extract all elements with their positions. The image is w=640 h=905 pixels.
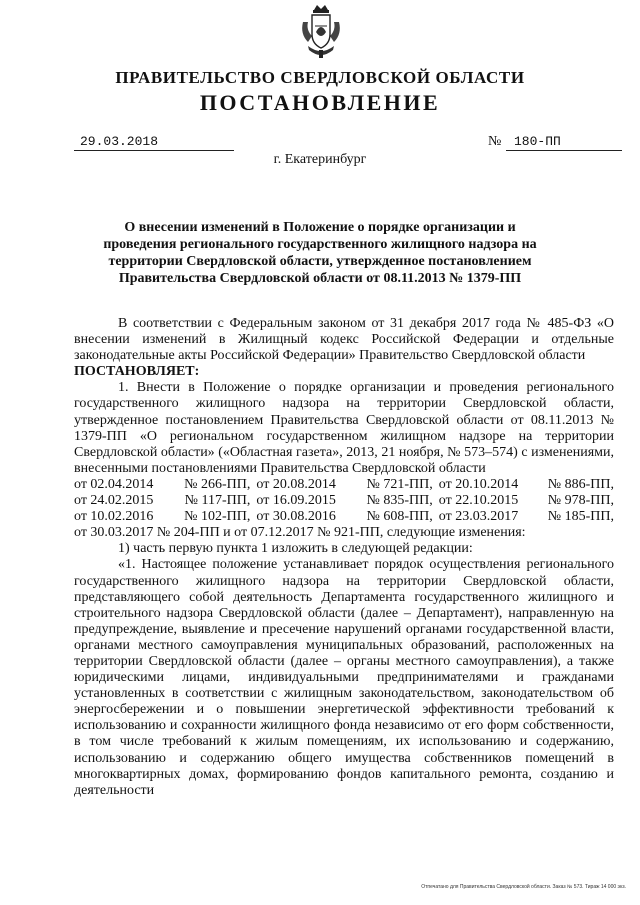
amendments-table [74, 477, 614, 525]
amendment-row [74, 493, 614, 509]
amendment-cell: № 721-ПП, [366, 476, 433, 492]
amendment-cell: от 24.02.2015 [74, 493, 154, 509]
amendment-cell: № 608-ПП, [366, 509, 433, 525]
amendment-cell: от 16.09.2015 [256, 493, 336, 509]
number-label: № [488, 134, 502, 149]
amendment-cell: № 835-ПП, [366, 493, 433, 509]
amendment-cell: № 978-ПП, [547, 493, 614, 509]
amendment-cell: № 185-ПП, [547, 509, 614, 525]
item-1-end: от 30.03.2017 № 204-ПП и от 07.12.2017 № 921-ПП, следующие изменения: [74, 525, 526, 541]
amendment-cell: № 117-ПП, [184, 493, 251, 509]
quote-paragraph: «1. Настоящее положение устанавливает порядок осуществления регионального государственного жилищного надзора на территории Свердловской области, представляющего собой деятельность Департамента государственного жилищного и строительного надзора Свердловской области (далее – Департамент), направленную на предупреждение, выявление и пресечение нарушений органами государственной власти, органами местного самоуправления муниципальных образований, расположенных на территории Свердловской области (далее – органы местного самоуправления), а также юридическими лицами, индивидуальными предпринимателями и гражданами установленных в соответствии с жилищным законодательством, законодательством об энергосбережении и о повышении энергетической эффективности требований к использованию и сохранности жилищного фонда независимо от его форм собственности, в том числе требований к жилым помещениям, их использованию и содержанию, использованию и содержанию общего имущества собственников помещений в многоквартирных домах, формированию фондов капитального ремонта, созданию и деятельности [74, 557, 614, 798]
amendment-cell: от 20.08.2014 [256, 476, 336, 492]
amendment-cell: от 30.08.2016 [256, 509, 336, 525]
amendment-cell: от 22.10.2015 [438, 493, 519, 509]
subitem-1: 1) часть первую пункта 1 изложить в следующей редакции: [118, 541, 473, 557]
decides-heading: ПОСТАНОВЛЯЕТ: [74, 364, 200, 380]
document-date: 29.03.2018 [74, 134, 234, 151]
item-1-paragraph: 1. Внести в Положение о порядке организации и проведения регионального государственного жилищного надзора на территории Свердловской области, утвержденное постановлением Правительства Свердловской области от 08.11.2013 № 1379-ПП «О региональном государственном жилищном надзоре на территории Свердловской области» («Областная газета», 2013, 21 ноября, № 573–574) с изменениями, внесенными постановлениями Правительства Свердловской области [74, 380, 614, 476]
document-subject: О внесении изменений в Положение о порядке организации и проведения регионального государственного жилищного надзора на территории Свердловской области, утвержденное постановлением Правительства Свердловской области от 08.11.2013 № 1379-ПП [103, 220, 537, 286]
amendment-cell: от 02.04.2014 [74, 476, 154, 492]
amendment-cell: № 266-ПП, [184, 476, 251, 492]
document-body [74, 316, 614, 799]
amendment-cell: от 20.10.2014 [438, 476, 519, 492]
intro-paragraph: В соответствии с Федеральным законом от 31 декабря 2017 года № 485-ФЗ «О внесении изменений в Жилищный кодекс Российской Федерации и отдельные законодательные акты Российской Федерации» Правительство Свердловской области [74, 316, 614, 364]
amendment-cell: от 23.03.2017 [438, 509, 519, 525]
amendment-cell: от 10.02.2016 [74, 509, 154, 525]
amendment-row [74, 509, 614, 525]
government-name: ПРАВИТЕЛЬСТВО СВЕРДЛОВСКОЙ ОБЛАСТИ [115, 68, 525, 87]
amendment-cell: № 102-ПП, [184, 509, 251, 525]
amendment-row [74, 477, 614, 493]
print-footer: Отпечатано для Правительства Свердловской области. Заказ № 573. Тираж 14 000 экз. [421, 884, 626, 890]
coat-of-arms-icon [300, 4, 342, 60]
amendment-cell: № 886-ПП, [547, 476, 614, 492]
city: г. Екатеринбург [273, 152, 367, 167]
document-number: 180-ПП [506, 134, 622, 151]
document-type: ПОСТАНОВЛЕНИЕ [199, 90, 441, 115]
